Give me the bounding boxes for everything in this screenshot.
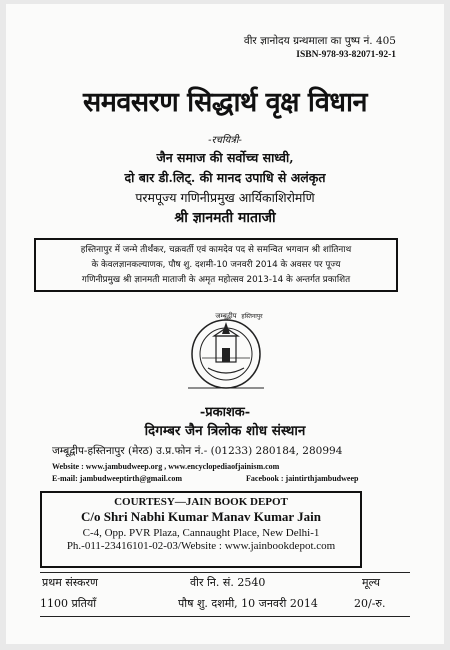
- author-line-1: जैन समाज की सर्वोच्च साध्वी,: [156, 150, 294, 165]
- vir-nirvan-samvat: वीर नि. सं. 2540: [190, 576, 266, 589]
- publisher-website: Website : www.jambudweep.org , www.encyclopediaofjainism.com: [52, 462, 280, 471]
- publisher-logo: [178, 308, 274, 394]
- occasion-notice-box: [34, 238, 398, 292]
- temple-emblem-icon: [178, 308, 274, 394]
- author-line-2: दो बार डी.लिट्. की मानद उपाधि से अलंकृत: [124, 170, 326, 185]
- notice-line-3: गणिनीप्रमुख श्री ज्ञानमती माताजी के अमृत महोत्सव 2013-14 के अन्तर्गत प्रकाशित: [81, 275, 351, 285]
- courtesy-line-2: C/o Shri Nabhi Kumar Manav Kumar Jain: [80, 509, 322, 524]
- notice-line-1: हस्तिनापुर में जन्मे तीर्थंकर, चक्रवर्ती एवं कामदेव पद से समन्वित भगवान श्री शांतिनाथ: [80, 245, 352, 255]
- courtesy-line-3: C-4, Opp. PVR Plaza, Cannaught Place, New Delhi-1: [82, 527, 320, 539]
- publication-date: पौष शु. दशमी, 10 जनवरी 2014: [178, 597, 318, 610]
- publisher-name: दिगम्बर जैन त्रिलोक शोध संस्थान: [144, 423, 306, 439]
- author-role: -रचयित्री-: [208, 135, 242, 146]
- price: 20/-रु.: [354, 597, 386, 610]
- logo-side-text: हस्तिनापुर: [241, 313, 263, 320]
- publisher-facebook: Facebook : jaintirthjambudweep: [246, 474, 359, 483]
- author-line-3: परमपूज्य गणिनीप्रमुख आर्यिकाशिरोमणि: [135, 190, 315, 205]
- book-title: समवसरण सिद्धार्थ वृक्ष विधान: [83, 87, 367, 118]
- footer-bottom-rule: [40, 616, 410, 617]
- courtesy-box: [40, 491, 362, 568]
- edition-label: प्रथम संस्करण: [42, 576, 98, 589]
- book-title-page: [6, 4, 444, 644]
- footer-top-rule: [40, 572, 410, 573]
- series-number: वीर ज्ञानोदय ग्रन्थमाला का पुष्प नं. 405: [243, 35, 396, 47]
- author-name: श्री ज्ञानमती माताजी: [174, 210, 276, 226]
- copies-count: 1100 प्रतियाँ: [40, 597, 97, 610]
- isbn: ISBN-978-93-82071-92-1: [296, 50, 396, 60]
- courtesy-line-4: Ph.-011-23416101-02-03/Website : www.jainbookdepot.com: [66, 540, 336, 552]
- courtesy-line-1: COURTESY—JAIN BOOK DEPOT: [114, 496, 288, 508]
- notice-line-2: के केवलज्ञानकल्याणक, पौष शु. दशमी-10 जनवरी 2014 के अवसर पर पूज्य: [91, 260, 341, 270]
- logo-top-text: जम्बूद्वीप: [215, 312, 237, 320]
- publisher-address: जम्बूद्वीप-हस्तिनापुर (मेरठ) उ.प्र.फोन नं.- (01233) 280184, 280994: [52, 445, 343, 457]
- publisher-heading: -प्रकाशक-: [199, 405, 251, 420]
- publisher-email: E-mail: jambudweeptirth@gmail.com: [52, 474, 183, 483]
- price-label: मूल्य: [362, 576, 380, 589]
